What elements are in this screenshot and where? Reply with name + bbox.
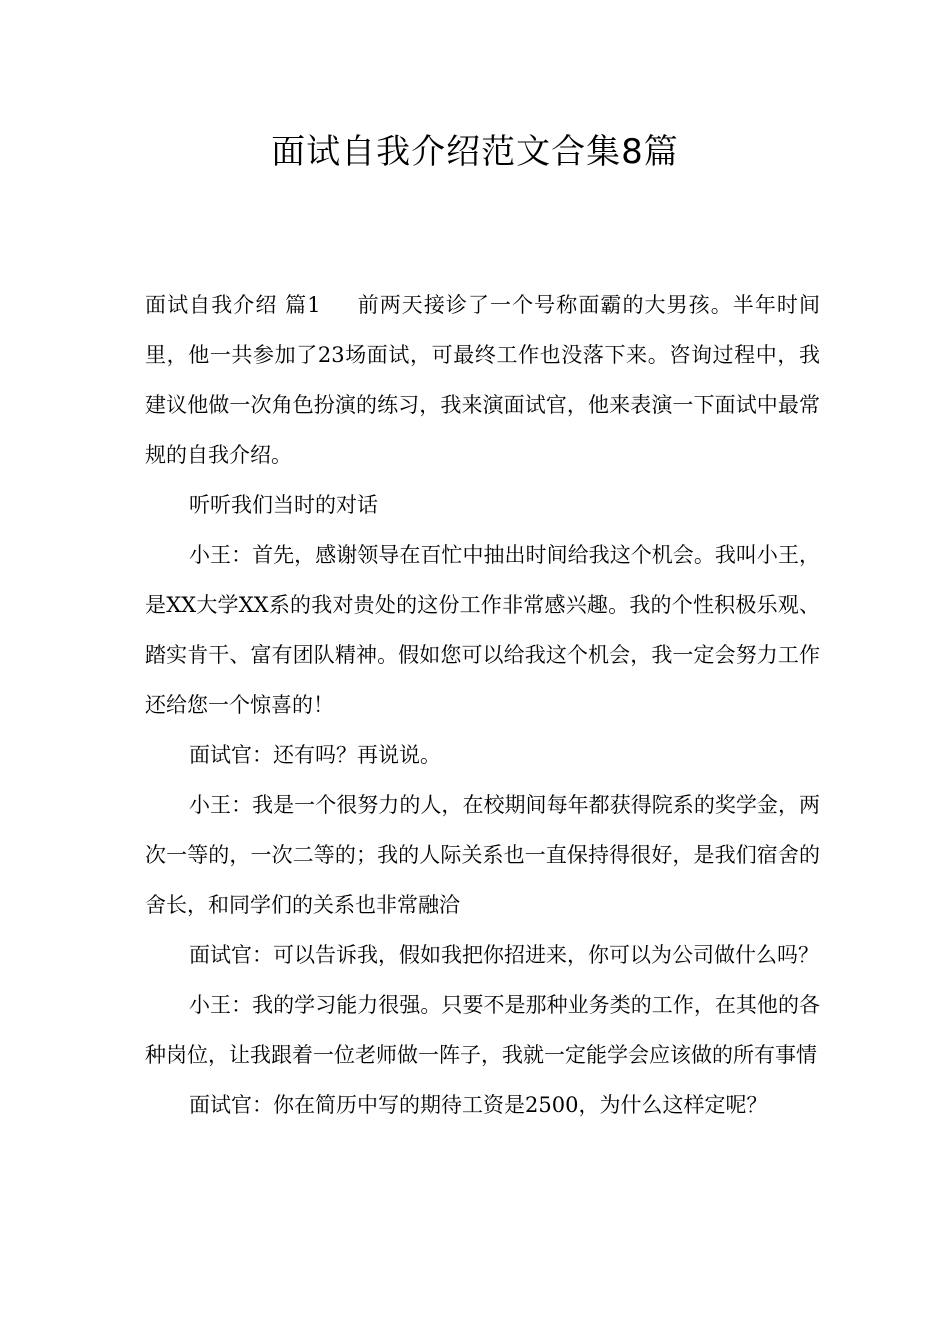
paragraph: 面试官：你在简历中写的期待工资是2500，为什么这样定呢？ [189, 1093, 768, 1117]
paragraph: 听听我们当时的对话 [189, 493, 378, 517]
paragraph: 小王：首先，感谢领导在百忙中抽出时间给我这个机会。我叫小王，是XX大学XX系的我对贵处的这份工作非常感兴趣。我的个性积极乐观、踏实肯干、富有团队精神。假如您可以给我这个机会，我一定会努力工作还给您一个惊喜的！ [145, 543, 820, 717]
document-body [145, 280, 820, 1130]
paragraph: 面试官：可以告诉我，假如我把你招进来，你可以为公司做什么吗？ [189, 943, 819, 967]
paragraph: 小王：我的学习能力很强。只要不是那种业务类的工作，在其他的各种岗位，让我跟着一位老师做一阵子，我就一定能学会应该做的所有事情 [145, 993, 820, 1067]
section-heading: 面试自我介绍 篇1 [145, 293, 321, 317]
paragraph: 面试官：还有吗？再说说。 [189, 743, 441, 767]
document-title: 面试自我介绍范文合集8篇 [271, 132, 679, 172]
paragraph-text: 前两天接诊了一个号称面霸的大男孩。半年时间里，他一共参加了23场面试，可最终工作也没落下来。咨询过程中，我建议他做一次角色扮演的练习，我来演面试官，他来表演一下面试中最常规的自我介绍。 [145, 293, 820, 467]
paragraph: 小王：我是一个很努力的人，在校期间每年都获得院系的奖学金，两次一等的，一次二等的；我的人际关系也一直保持得很好，是我们宿舍的舍长，和同学们的关系也非常融洽 [145, 793, 820, 917]
opening-paragraph [145, 280, 820, 480]
